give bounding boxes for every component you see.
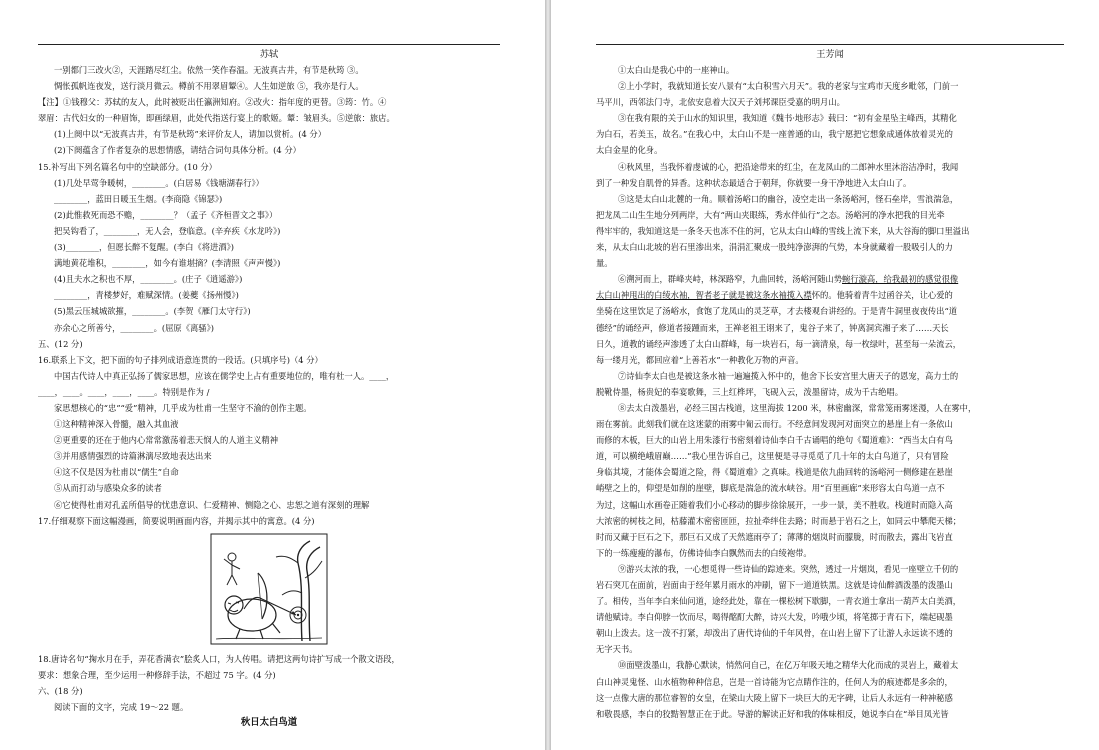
text-line: ④这不仅是因为杜甫以“儒生”自命 [54, 467, 179, 478]
text-line: 无字天书。 [596, 644, 638, 655]
text-line: ⑩面壁泼墨山，我静心默读，悄然问自己，在亿万年吸天地之精华大化而成的灵岩上，藏着太 [618, 660, 959, 671]
text-line: 到了一种发自肌骨的异香。这种状态最适合于朝拜，你就要一身干净地进入太白山了。 [596, 177, 912, 188]
text-line: 太白山神甩出的白绫水袖，智者老子就是被这条水袖揽入襟怀的。他骑着青牛过函谷关，让心爱的 [596, 290, 953, 301]
text-line: (5)黑云压城城欲摧，________。(李贺《雁门太守行》) [54, 306, 251, 317]
text-line: 下的一练瘦瘦的瀑布，仿佛诗仙李白飘然而去的白绫袍带。 [596, 547, 812, 558]
text-line: 量。 [596, 258, 613, 269]
left-page [38, 0, 500, 750]
text-line: 大浓密的树枝之间，枯藤灌木密密匝匝，拉扯牵绊住去路；时而悬于岩石之上，如同云中攀爬天梯； [596, 515, 962, 526]
text-line: 坐骑在这里饮足了汤峪水，食饱了龙凤山的灵芝草，才去楼观台讲经的。于是青牛洞里夜夜传出“道 [596, 306, 958, 317]
text-line: 马平川，西邻法门寺，北依安息着大汉天子刘邦课臣受嘉的明月山。 [596, 97, 845, 108]
text-line: 六、(18 分) [38, 685, 83, 696]
text-line: 中国古代诗人中真正弘扬了儒家思想，应该在儒学史上占有重要地位的，唯有杜一人。____， [54, 370, 395, 381]
text-line: 峭壁之上的，仰望是如削的崖壁，脚底是湍急的流水峡谷。用“百里画廊”来形容太白鸟道一点不 [596, 483, 945, 494]
text-line: 把吴钩看了，________，无人会，登临意。(辛弃疾《水龙吟》) [54, 225, 281, 236]
text-line: 雨在雾前。此刻我们就在这迷蒙的雨雾中匍云而行。不经意间发现河对面突立的悬崖上有一条依山 [596, 419, 953, 430]
underlined-text: 太白山神甩出的白绫水袖，智者老子就是被这条水袖揽入襟 [596, 290, 812, 301]
underlined-text: 蜿行漩高，给我最初的感觉很像 [842, 274, 959, 285]
text-line: ⑥它使得杜甫对孔孟所倡导的忧患意识、仁爱精神、恻隐之心、忠恕之道有深刻的理解 [54, 499, 370, 510]
text-line: 身临其境，才能体会蜀道之险，得《蜀道难》之真味。栈道是依九曲回转的汤峪河一侧修建在悬崖 [596, 467, 953, 478]
text-line: 翠眉：古代妇女的一种眉饰，即画绿眉，此处代指送行宴上的歌姬。颦：皱眉头。⑤逆旅：旅店。 [38, 113, 395, 124]
text-line: 德经”的诵经声，修道者接踵而来，王禅老祖王诩来了，鬼谷子来了，钟离洞宾湘子来了……天长 [596, 322, 949, 333]
text-line: 这一点像大唐的那位睿智的女皇，在梁山大陵上留下一块巨大的无字碑，让后人永远有一种神秘感 [596, 692, 953, 703]
right-page [596, 0, 1064, 750]
text-line: 每一缕月光，都回应着“上善若水”一种教化万物的声音。 [596, 354, 804, 365]
text-line: 阅读下面的文字，完成 19～22 题。 [54, 702, 189, 712]
text-line: ____，____。____，____，____。特别是作为 / [38, 386, 210, 397]
text-line: 一别都门三改火②，天涯踏尽红尘。依然一笑作春温。无波真古井，有节是秋筠 ③。 [54, 65, 364, 75]
text-line: ③在我有限的关于山水的知识里，我知道《魏书·地形志》载曰：“初有金星坠主峰西，其精化 [618, 113, 957, 124]
text-line: (1)上阕中以“无波真古井，有节是秋筠”来评价友人，请加以赏析。(4 分） [54, 129, 327, 140]
text-line: ⑨游兴太浓的我，一心想觅得一些诗仙的踪迹来。突然，透过一片烟岚，看见一座壁立千仞的 [618, 563, 959, 574]
text-line: ________，蓝田日暖玉生烟。(李商隐《锦瑟》) [54, 193, 223, 204]
left-text-block [38, 62, 500, 529]
text-line: 了。相传，当年李白来仙问道，途经此处，靠在一棵松树下歇脚，一青衣道士拿出一葫芦太白美酒， [596, 596, 962, 607]
text-line: 日久，道教的诵经声渗透了太白山群峰，每一块岩石，每一滴清泉，每一枚绿叶，甚至每一朵流云， [596, 338, 962, 349]
text-line: 道，可以横绝峨眉巅……”我心里告诉自己，这里便是寻寻觅觅了几十年的太白鸟道了，只有冒险 [596, 451, 949, 462]
text-line: 而修的木板，巨大的山岩上用朱漆行书密刻着诗仙李白千古诵唱的绝句《蜀道难》：“西当太白有鸟 [596, 435, 953, 446]
text-line: 把龙凤二山生生地分列两岸，大有“两山夹眼练，秀水伴仙行”之态。汤峪河的净水把我的目光牵 [596, 209, 945, 220]
text-line: 白山神灵鬼怪、山水植物种种信息，岂是一首诗能为它点睛作注的，任何人为的痕迹都是多余的， [596, 676, 953, 687]
text-line: 17.仔细观察下面这幅漫画，简要说明画面内容，并揭示其中的寓意。(4 分) [38, 515, 315, 526]
text-line: 【注】①钱穆父：苏轼的友人，此时被贬出任瀛洲知府。②改火：指年度的更替。③筠：竹。④ [38, 97, 387, 108]
left-text-block-2 [38, 651, 500, 715]
text-line: 来，从太白山北坡的岩石里渗出来，涓涓汇聚成一股纯净澎湃的气势，本身就藏着一股吸引人的力 [596, 242, 953, 253]
text-line: ⑤从而打动与感染众多的读者 [54, 483, 162, 494]
text-line: 家思想核心的“忠”“爱”精神，几乎成为杜甫一生坚守不渝的创作主题。 [54, 402, 312, 413]
text-line: ⑦诗仙李太白也是被这条水袖一遍遍揽入怀中的，他舍下长安宫里大唐天子的恩宠，高力士的 [618, 370, 959, 381]
text-line: 为过，这幅山水画卷正随着我们小心移动的脚步徐徐展开，一步一景，美不胜收。栈道时而隐入高 [596, 499, 953, 510]
text-line: 16.联系上下文，把下面的句子排列成语意连贯的一段话。(只填序号)（4 分） [38, 354, 323, 365]
text-line: 为白石，若美玉，故名。”在我心中，太白山不是一座普通的山，我宁愿把它想象成通体放着灵光的 [596, 129, 953, 140]
text-line: 惆怅孤帆连夜发，送行淡月微云。樽前不用翠眉颦④。人生如逆旅 ⑤，我亦是行人。 [54, 81, 364, 92]
text-line: ③并用感情强烈的诗篇淋漓尽致地表达出来 [54, 451, 212, 462]
text-line: 要求：想象合理，至少运用一种修辞手法，不超过 75 字。(4 分) [38, 669, 276, 680]
text-line: ①这种精神深入骨髓，融入其血液 [54, 419, 179, 430]
text-line: (2)此惟救死而恐不赡，________？（孟子《齐桓晋文之事》） [54, 209, 278, 220]
text-line: ⑧去太白泼墨岩，必经三国古栈道，这里海拔 1200 米，林密幽深，常常笼雨雾迷漫，人在雾中， [618, 402, 977, 413]
text-line: (1)几处早莺争暖树，________。(白居易《钱塘湖春行》） [54, 177, 264, 188]
text-line: (3)________，但愿长醉不复醒。(李白《将进酒》) [54, 242, 235, 253]
text-line: ②更重要的还在于他内心常常激荡着悲天悯人的人道主义精神 [54, 435, 279, 446]
text-line: (2)下阕蕴含了作者复杂的思想情感，请结合词句具体分析。(4 分） [54, 145, 301, 156]
text-line: 满地黄花堆积，________，如今有谁堪摘？(李清照《声声慢》) [54, 258, 281, 269]
text-line: 朝山上泼去。这一泼不打紧，却泼出了唐代诗仙的千年风骨，在山岩上留下了让游人永远读不透的 [596, 628, 953, 639]
right-text-block [596, 62, 1064, 722]
comic-frame [38, 533, 500, 645]
text-line: ④秋风里，当我怀着虔诚的心，把沿途带来的红尘，在龙凤山的二郎神水里沐浴洁净时，我闻 [618, 161, 959, 172]
right-top-rule [596, 44, 1064, 45]
text-line: 岩石突兀在面前，岩面由于经年累月雨水的冲刷，留下一道道铁黑。这就是诗仙醉酒泼墨的泼墨山 [596, 580, 953, 590]
text-line: ①太白山是我心中的一座神山。 [618, 65, 735, 75]
text-line: 五、(12 分) [38, 338, 83, 349]
page-gutter [545, 0, 551, 750]
text-line: 和敬畏感，李白的狡黠智慧正在于此。导游的解读正好和我的体味相反，她说李白在“举目凤光皆 [596, 708, 949, 719]
text-line: ⑤这是太白山北麓的一角。顺着汤峪口的幽谷，凌空走出一条汤峪河，怪石垒岸，雪浪湍急， [618, 193, 959, 204]
passage-title: 秋日太白鸟道 [240, 717, 298, 729]
cartoon-illustration [210, 533, 328, 645]
text-line: (4)且夫水之积也不厚，________。(庄子《逍遥游》) [54, 274, 243, 285]
text-line: 亦余心之所善兮，________。(屈原《离骚》) [54, 322, 214, 333]
text-line: 脱靴侍墨，杨贵妃的奉宴歌舞，三上红桦坪，飞砚入云，泼墨留诗，成为千古绝唱。 [596, 386, 903, 397]
text-line: 时而又藏于巨石之下，那巨石又成了天然遮雨亭了；薄薄的烟岚时而朦胧，时而散去，露出飞岩直 [596, 531, 953, 542]
text-line: 请他赋诗。李白仰脖一饮而尽，喝得酩酊大醉，诗兴大发，吟哦少顷，将笔掷于青石下，端起砚墨 [596, 612, 953, 623]
right-page-header: 王芳闻 [816, 49, 844, 60]
text-line: 15.补写出下列名篇名句中的空缺部分。(10 分） [38, 161, 217, 172]
text-line: ②上小学时，我就知道长安八景有“太白积雪六月天”。我的老家与宝鸡市天度乡毗邻，门前一 [618, 81, 959, 92]
left-top-rule [38, 44, 500, 45]
text-line: 18.唐诗名句“掬水月在手，弄花香满衣”脍炙人口，为人传唱。请把这两句诗扩写成一个散文语段， [38, 653, 400, 664]
text-line: ⑥溯河而上，群峰夹峙，林深路窄，九曲回转，汤峪河随山势蜿行漩高，给我最初的感觉很像 [618, 274, 959, 285]
text-line: 得牢牢的，我知道这是一条冬天也冻不住的河，它从太白山峰的雪线上流下来，从大谷海的脚口里溢出 [596, 225, 970, 236]
text-line: ________，青楼梦好，难赋深情。(姜夔《扬州慢》) [54, 290, 239, 301]
text-line: 太白金星的化身。 [596, 145, 663, 156]
left-page-header: 苏轼 [259, 49, 279, 60]
